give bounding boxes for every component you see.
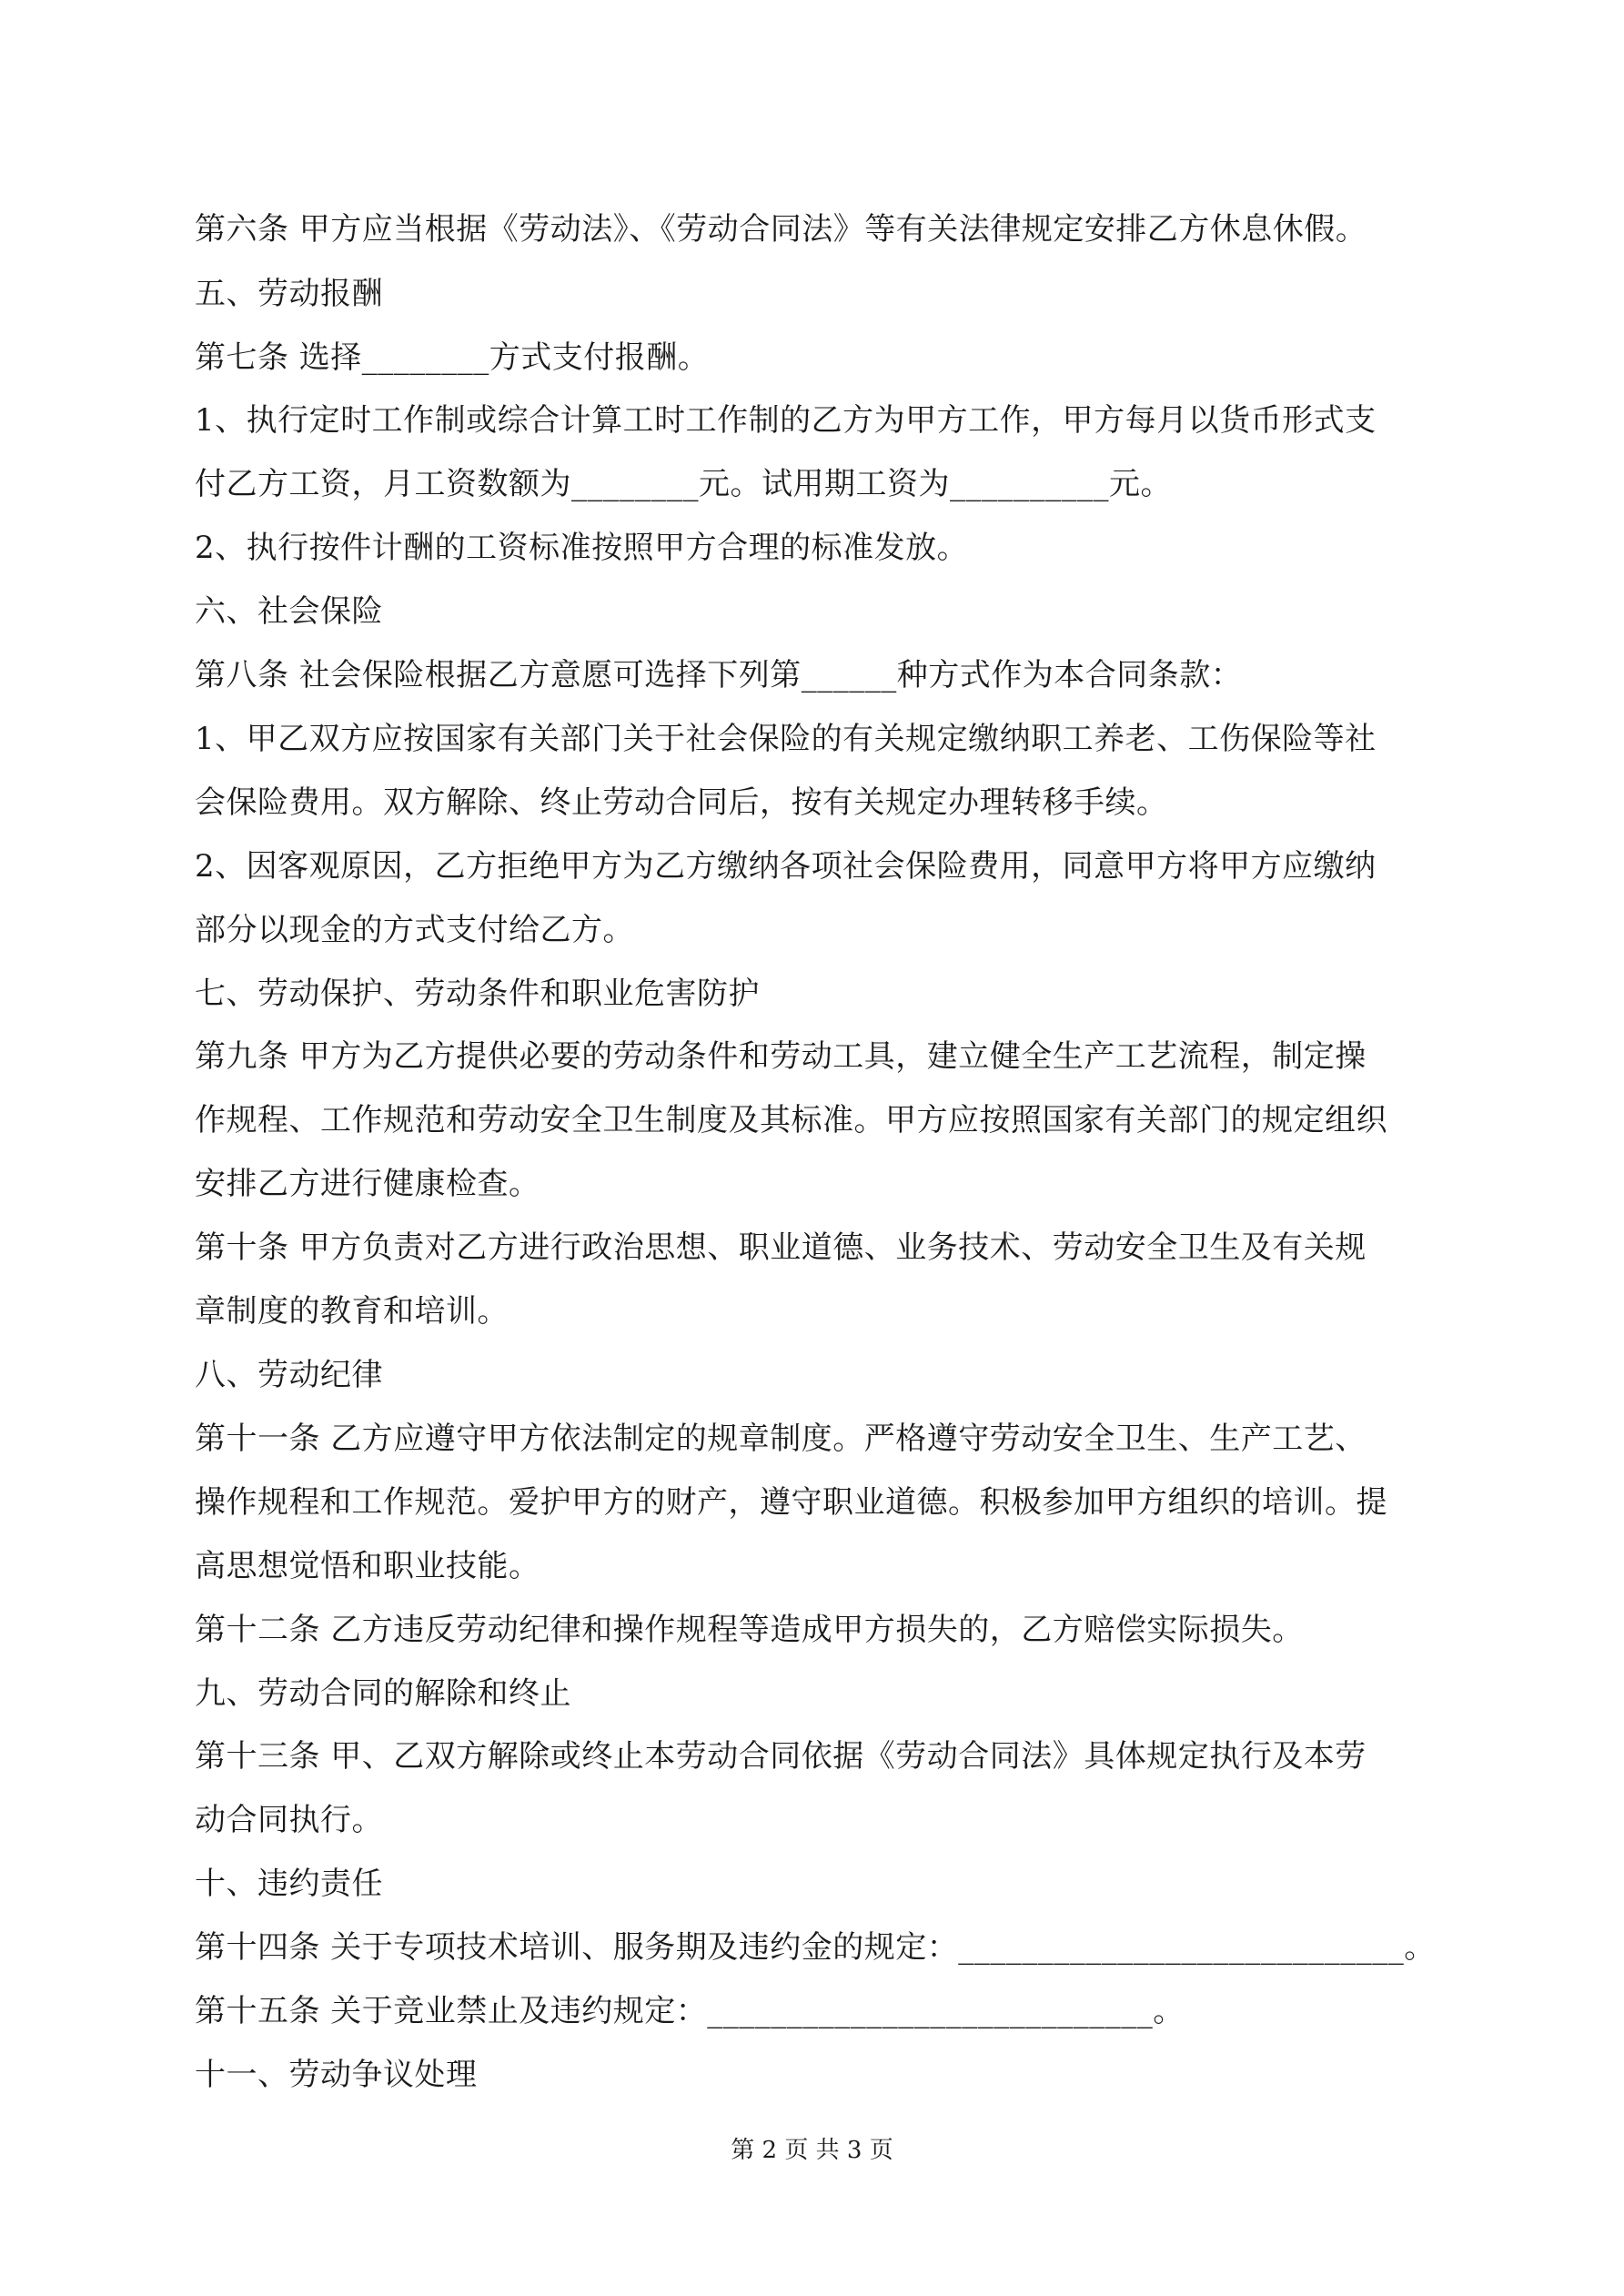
text-line-20: 第十一条 乙方应遵守甲方依法制定的规章制度。严格遵守劳动安全卫生、生产工艺、 [195,1421,1367,1457]
text-line-1: 第六条 甲方应当根据《劳动法》、《劳动合同法》等有关法律规定安排乙方休息休假。 [195,211,1367,248]
text-line-25: 第十三条 甲、乙双方解除或终止本劳动合同依据《劳动合同法》具体规定执行及本劳 [195,1738,1367,1775]
section-heading-9: 九、劳动合同的解除和终止 [195,1675,571,1712]
text-line-15: 作规程、工作规范和劳动安全卫生制度及其标准。甲方应按照国家有关部门的规定组织 [195,1102,1387,1138]
text-line-9: 1、甲乙双方应按国家有关部门关于社会保险的有关规定缴纳职工养老、工伤保险等社 [195,721,1377,757]
text-line-26: 动合同执行。 [195,1802,383,1838]
text-line-22: 高思想觉悟和职业技能。 [195,1548,540,1584]
text-line-10: 会保险费用。双方解除、终止劳动合同后，按有关规定办理转移手续。 [195,784,1168,821]
text-line-8: 第八条 社会保险根据乙方意愿可选择下列第______种方式作为本合同条款： [195,657,1243,693]
text-line-3: 第七条 选择________方式支付报酬。 [195,339,710,376]
text-line-4: 1、执行定时工作制或综合计算工时工作制的乙方为甲方工作，甲方每月以货币形式支 [195,402,1377,439]
text-line-21: 操作规程和工作规范。爱护甲方的财产，遵守职业道德。积极参加甲方组织的培训。提 [195,1484,1387,1521]
section-heading-5: 五、劳动报酬 [195,276,383,312]
page-number-footer: 第 2 页 共 3 页 [731,2137,893,2164]
text-line-14: 第九条 甲方为乙方提供必要的劳动条件和劳动工具，建立健全生产工艺流程，制定操 [195,1038,1367,1075]
section-heading-6: 六、社会保险 [195,593,383,630]
text-line-16: 安排乙方进行健康检查。 [195,1166,540,1202]
text-line-28: 第十四条 关于专项技术培训、服务期及违约金的规定：____________________________。 [195,1929,1436,1966]
text-line-29: 第十五条 关于竞业禁止及违约规定：____________________________。 [195,1993,1185,2029]
text-line-11: 2、因客观原因，乙方拒绝甲方为乙方缴纳各项社会保险费用，同意甲方将甲方应缴纳 [195,848,1377,885]
section-heading-8: 八、劳动纪律 [195,1357,383,1393]
text-line-5: 付乙方工资，月工资数额为________元。试用期工资为__________元。 [195,466,1172,502]
text-line-17: 第十条 甲方负责对乙方进行政治思想、职业道德、业务技术、劳动安全卫生及有关规 [195,1229,1367,1266]
text-line-23: 第十二条 乙方违反劳动纪律和操作规程等造成甲方损失的，乙方赔偿实际损失。 [195,1612,1304,1648]
section-heading-11: 十一、劳动争议处理 [195,2057,478,2093]
section-heading-10: 十、违约责任 [195,1866,383,1902]
text-line-6: 2、执行按件计酬的工资标准按照甲方合理的标准发放。 [195,530,969,566]
text-line-12: 部分以现金的方式支付给乙方。 [195,912,634,948]
text-line-18: 章制度的教育和培训。 [195,1293,509,1330]
section-heading-7: 七、劳动保护、劳动条件和职业危害防护 [195,976,760,1012]
